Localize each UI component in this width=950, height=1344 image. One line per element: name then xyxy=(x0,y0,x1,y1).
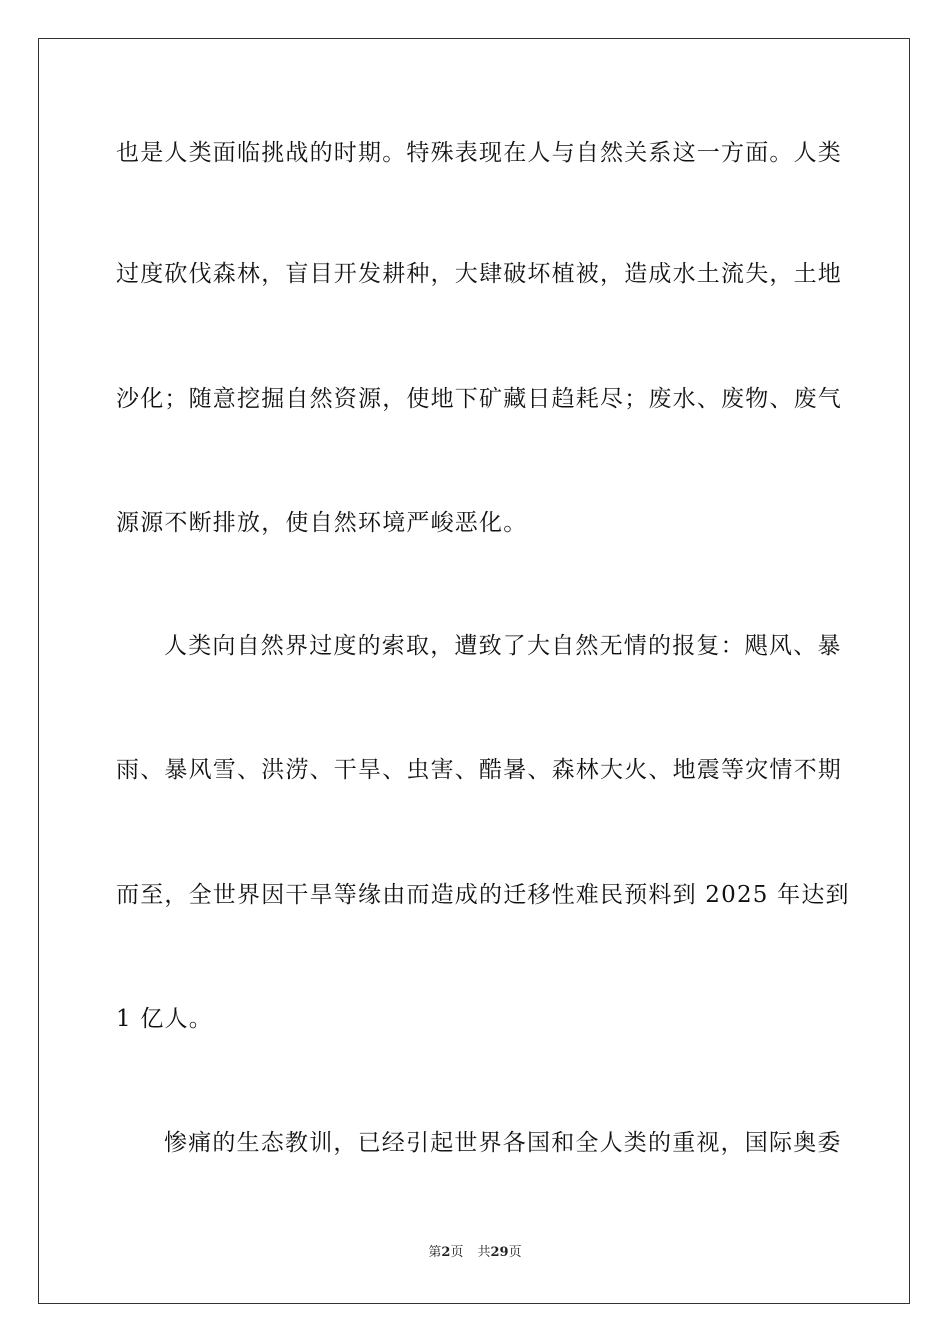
total-prefix: 共 xyxy=(477,1245,491,1260)
text-line: 源源不断排放，使自然环境严峻恶化。 xyxy=(116,510,528,536)
text-line: 1 亿人。 xyxy=(116,1006,213,1032)
text-line: 雨、暴风雪、洪涝、干旱、虫害、酷暑、森林大火、地震等灾情不期 xyxy=(116,757,842,783)
page-border xyxy=(38,38,910,1304)
text-line: 人类向自然界过度的索取，遭致了大自然无情的报复：飓风、暴 xyxy=(164,633,842,659)
text-line: 而至，全世界因干旱等缘由而造成的迁移性难民预料到 2025 年达到 xyxy=(116,882,850,908)
text-line: 过度砍伐森林，盲目开发耕种，大肆破坏植被，造成水土流失，土地 xyxy=(116,261,842,287)
page-footer xyxy=(0,1244,950,1262)
total-pages: 29 xyxy=(490,1245,509,1260)
page-suffix: 页 xyxy=(450,1245,464,1260)
page-number: 2 xyxy=(441,1245,451,1260)
page-prefix: 第 xyxy=(428,1245,442,1260)
text-line: 也是人类面临挑战的时期。特殊表现在人与自然关系这一方面。人类 xyxy=(116,140,842,166)
total-suffix: 页 xyxy=(508,1245,522,1260)
text-line: 惨痛的生态教训，已经引起世界各国和全人类的重视，国际奥委 xyxy=(164,1130,842,1156)
text-line: 沙化；随意挖掘自然资源，使地下矿藏日趋耗尽；废水、废物、废气 xyxy=(116,386,842,412)
